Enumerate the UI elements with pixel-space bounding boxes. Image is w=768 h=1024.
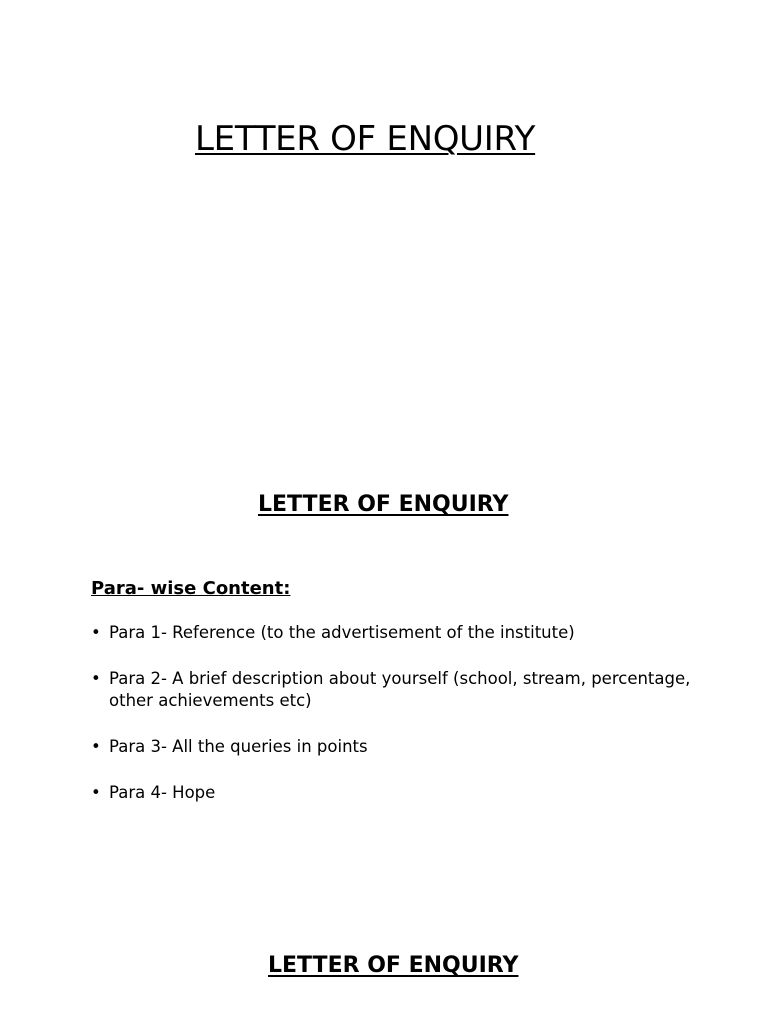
slide-2-title: LETTER OF ENQUIRY: [258, 492, 509, 517]
slide-3-title: LETTER OF ENQUIRY: [268, 953, 519, 978]
slide-1-title: LETTER OF ENQUIRY: [195, 119, 536, 159]
para-wise-content-heading: Para- wise Content:: [91, 578, 291, 599]
list-item-para-2: [91, 668, 691, 712]
para-content-list: [91, 622, 691, 828]
bullet-icon: •: [91, 623, 101, 642]
list-item-para-4: [91, 782, 691, 804]
bullet-icon: •: [91, 737, 101, 756]
list-item-text: Para 2- A brief description about yourself (school, stream, percentage, other achievements etc): [109, 669, 691, 710]
list-item-text: Para 1- Reference (to the advertisement of the institute): [109, 623, 575, 642]
list-item-text: Para 3- All the queries in points: [109, 737, 368, 756]
bullet-icon: •: [91, 669, 101, 688]
list-item-text: Para 4- Hope: [109, 783, 216, 802]
list-item-para-1: [91, 622, 691, 644]
bullet-icon: •: [91, 783, 101, 802]
list-item-para-3: [91, 736, 691, 758]
